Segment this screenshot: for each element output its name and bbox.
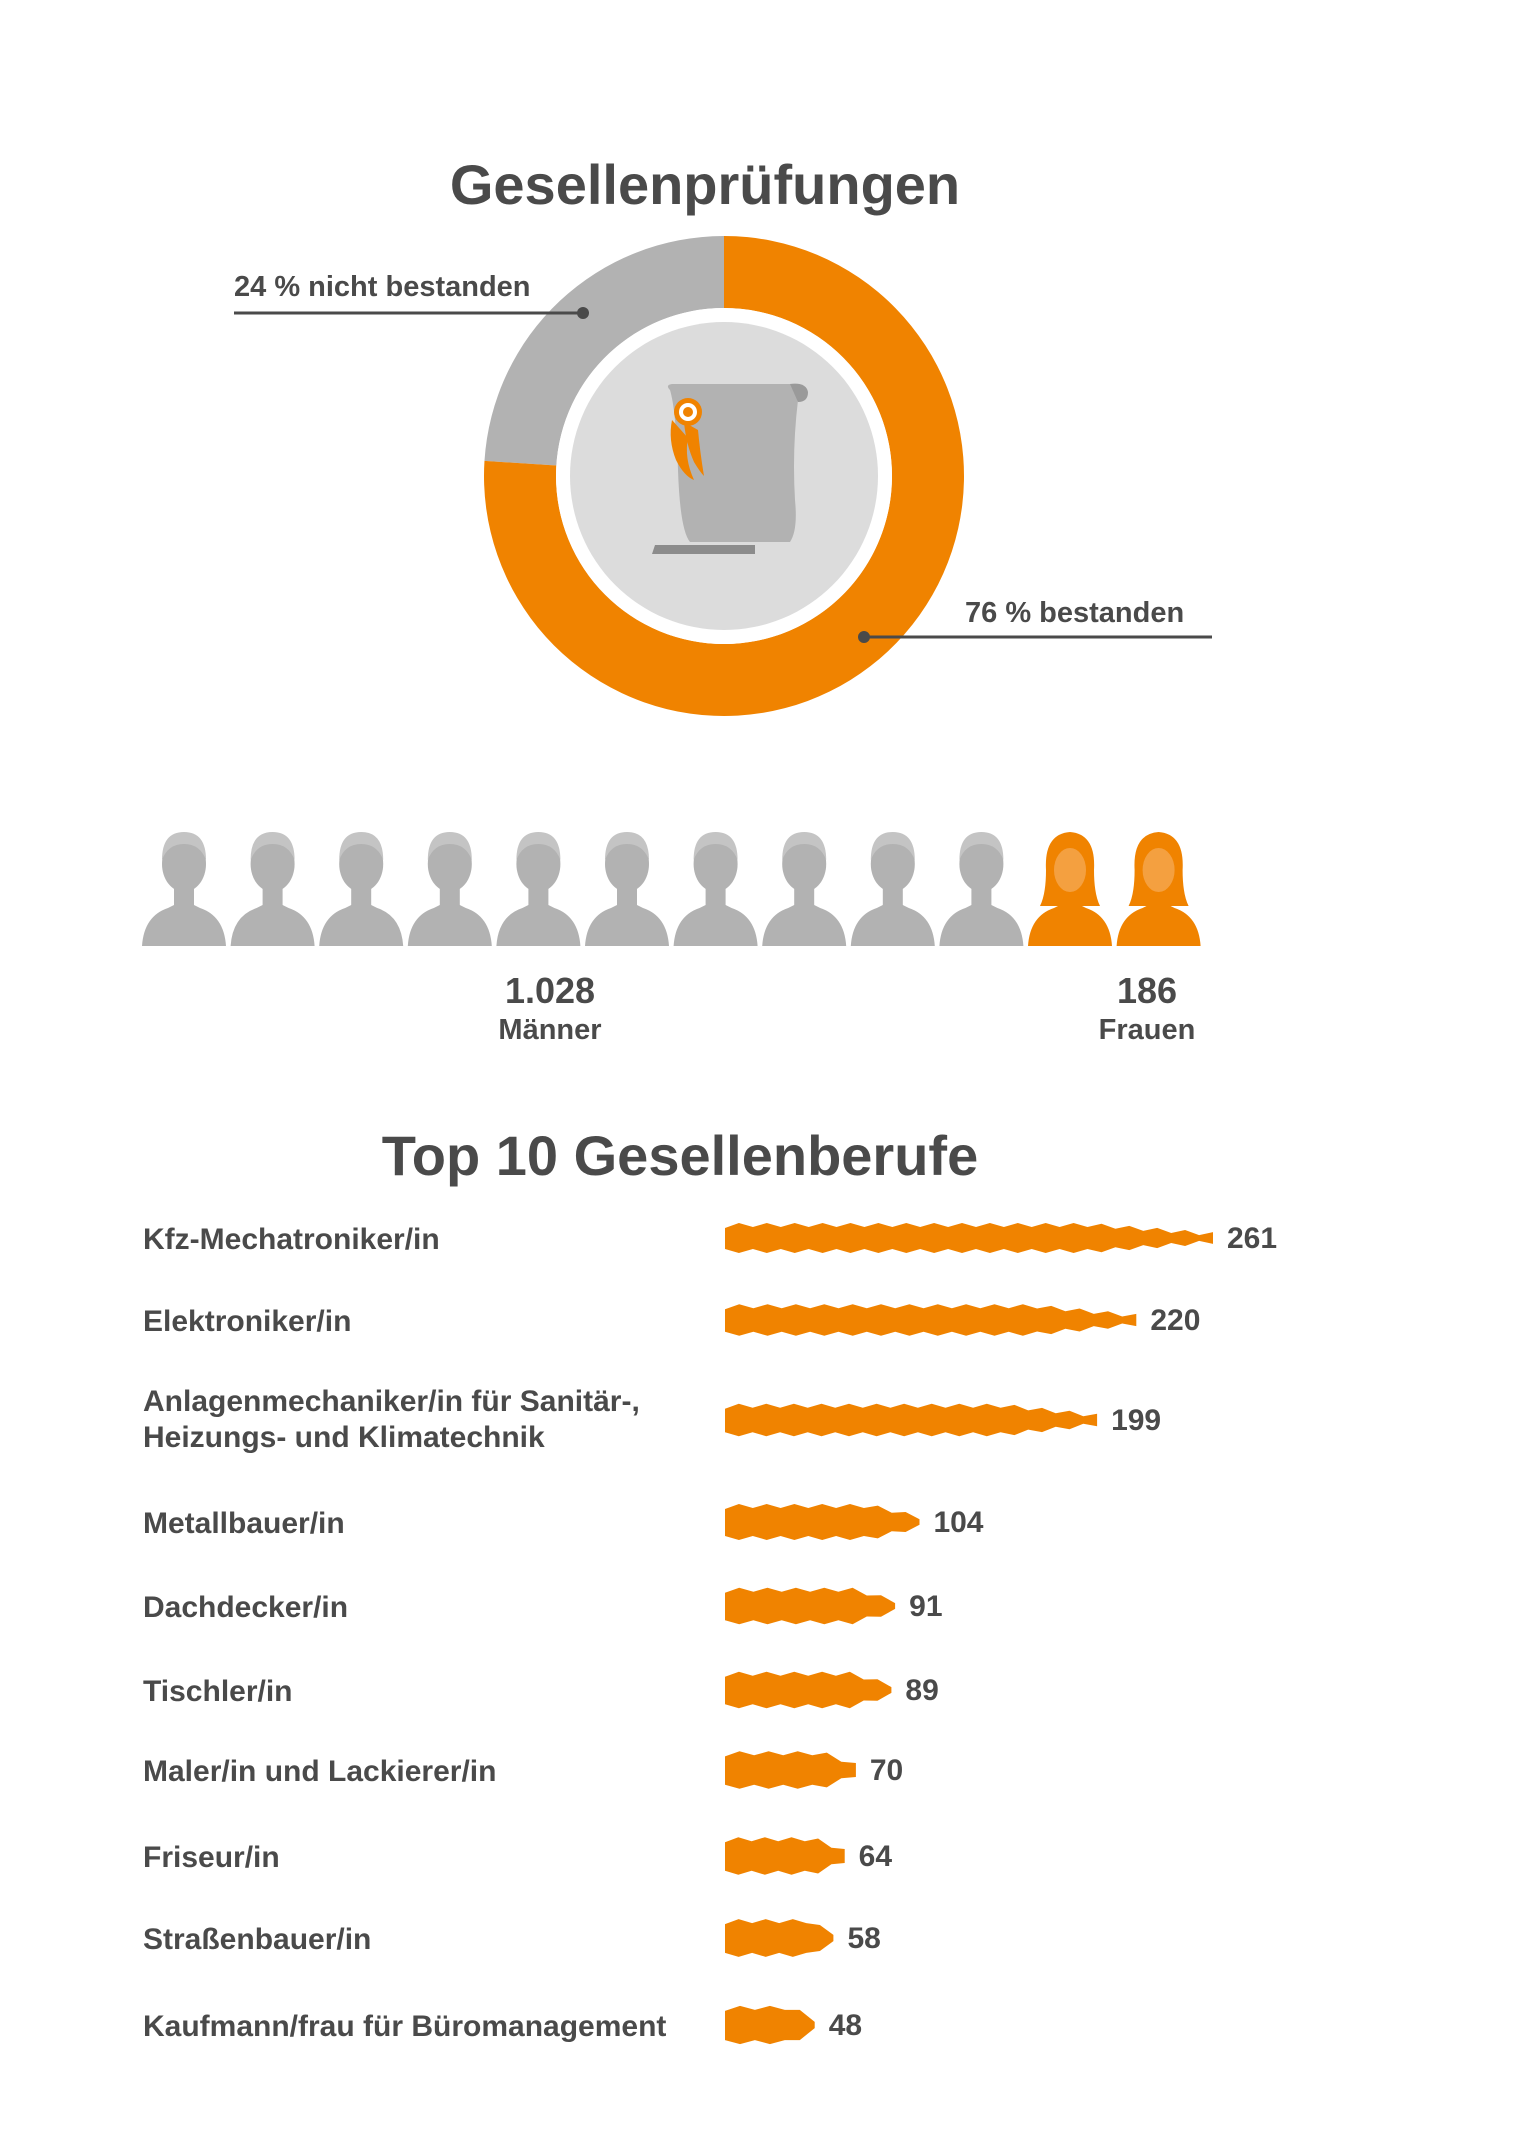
donut-chart	[0, 0, 1520, 760]
bar-category-label: Metallbauer/in	[143, 1507, 345, 1540]
bar-value-label: 70	[869, 1754, 904, 1787]
women-count: 186	[1116, 970, 1178, 1011]
male-person-icon	[762, 832, 846, 946]
women-label: Frauen	[1098, 1014, 1196, 1046]
male-person-icon	[939, 832, 1023, 946]
donut-title: Gesellenprüfungen	[449, 153, 961, 216]
bar-category-label: Tischler/in	[143, 1675, 293, 1708]
male-person-icon	[496, 832, 580, 946]
male-person-icon	[585, 832, 669, 946]
bar-value-label: 91	[909, 1590, 943, 1623]
bar-value-label: 199	[1111, 1404, 1162, 1437]
bar-category-label: Maler/in und Lackierer/in	[143, 1755, 497, 1788]
bar-category-label: Kaufmann/frau für Büromanagement	[143, 2010, 667, 2043]
bar-category-label: Elektroniker/in	[143, 1305, 352, 1338]
bar-value-label: 64	[858, 1840, 893, 1873]
bar-value-label: 220	[1150, 1304, 1201, 1337]
bar	[725, 1218, 1217, 1258]
bar-value-label: 58	[847, 1922, 881, 1955]
male-person-icon	[231, 832, 315, 946]
bar	[725, 1918, 838, 1958]
bar	[725, 1670, 896, 1710]
bar-category-label: Dachdecker/in	[143, 1591, 349, 1624]
bar	[725, 1400, 1102, 1440]
male-person-icon	[674, 832, 758, 946]
bar-category-label: Straßenbauer/in	[143, 1923, 372, 1956]
bar-category-label: Friseur/in	[143, 1841, 280, 1874]
donut-label-failed: 24 % nicht bestanden	[234, 271, 531, 303]
male-person-icon	[319, 832, 403, 946]
bar-value-label: 89	[905, 1674, 939, 1707]
bar-value-label: 261	[1227, 1222, 1278, 1255]
female-person-icon	[1117, 832, 1201, 946]
men-label: Männer	[498, 1014, 602, 1046]
male-person-icon	[408, 832, 492, 946]
bar	[725, 1836, 849, 1876]
people-row	[0, 820, 1520, 970]
bar	[725, 1300, 1141, 1340]
donut-label-passed: 76 % bestanden	[965, 597, 1185, 629]
bar-category-label: Anlagenmechaniker/in für Sanitär-, Heizungs- und Klimatechnik	[143, 1385, 640, 1454]
bar-category-label: Kfz-Mechatroniker/in	[143, 1223, 440, 1256]
bar	[725, 1750, 860, 1790]
bar-value-label: 48	[828, 2009, 863, 2042]
bar	[725, 1586, 900, 1626]
male-person-icon	[851, 832, 935, 946]
men-count: 1.028	[504, 970, 596, 1011]
male-person-icon	[142, 832, 226, 946]
female-person-icon	[1028, 832, 1112, 946]
bar	[725, 2005, 819, 2045]
bar-value-label: 104	[933, 1506, 984, 1539]
bar	[725, 1502, 924, 1542]
bar-chart-title: Top 10 Gesellenberufe	[381, 1124, 979, 1187]
